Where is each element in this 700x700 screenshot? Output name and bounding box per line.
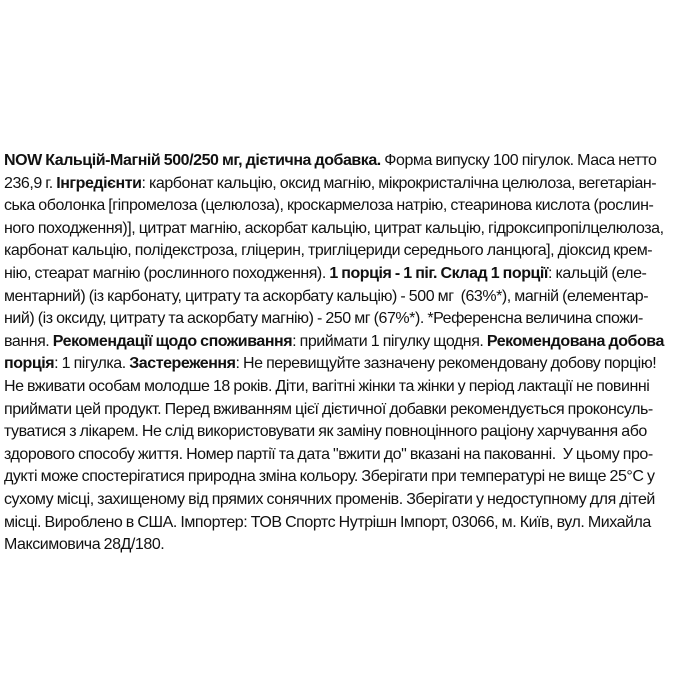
label-text-segment: : 1 пігулка.: [54, 355, 130, 373]
label-text-segment: : карбонат кальцію, оксид магнію, мікрокристалічна целюлоза, вегетаріан-: [141, 174, 657, 192]
label-text-segment: Форма випуску 100 пігулок. Маса нетто: [380, 152, 657, 169]
label-bold-text: Рекомендована добова: [486, 332, 664, 350]
label-text-segment: місці. Вироблено в США. Імпортер: ТОВ Спортс Нутрішн Імпорт, 03066, м. Київ, вул. Михайла: [4, 513, 651, 531]
label-line: [4, 489, 696, 512]
label-line: [4, 512, 696, 535]
label-line: [4, 150, 696, 173]
label-line: [4, 263, 696, 286]
label-line: [4, 399, 696, 422]
label-text-segment: карбонат кальцію, полідекстроза, гліцерин, тригліцериди середнього ланцюга], діоксид крем-: [4, 242, 653, 260]
label-text-segment: здорового способу життя. Номер партії та дата "вжити до" вказані на пакованні. У цьому про-: [4, 445, 653, 463]
label-line: [4, 331, 696, 354]
label-text-segment: вання.: [4, 332, 53, 350]
label-text-segment: ська оболонка [гіпромелоза (целюлоза), кроскармелоза натрію, стеаринова кислота (рослин-: [4, 197, 654, 215]
label-text-segment: нію, стеарат магнію (рослинного походження).: [4, 264, 330, 282]
label-bold-text: NOW Кальцій-Магній 500/250 мг, дієтична добавка.: [4, 152, 381, 169]
label-line: [4, 286, 696, 309]
label-line: [4, 240, 696, 263]
label-text-segment: : кальцій (еле-: [547, 264, 647, 282]
label-text-segment: ний) (із оксиду, цитрату та аскорбату магнію) - 250 мг (67%*). *Референсна величина спожи-: [4, 310, 643, 328]
label-line: [4, 195, 696, 218]
label-line: [4, 218, 696, 241]
label-bold-text: 1 порція - 1 піг. Склад 1 порції: [329, 264, 548, 282]
label-text-segment: : Не перевищуйте зазначену рекомендовану добову порцію!: [235, 355, 657, 373]
label-text-segment: 236,9 г.: [4, 174, 57, 192]
label-text-segment: приймати цей продукт. Перед вживанням цієї дієтичної добавки рекомендується проконсуль-: [4, 400, 653, 418]
label-text-segment: дукті може спостерігатися природна зміна кольору. Зберігати при температурі не вище 25°С у: [4, 468, 655, 486]
label-line: [4, 353, 696, 376]
label-text-segment: сухому місці, захищеному від прямих сонячних променів. Зберігати у недоступному для дітей: [4, 490, 655, 508]
label-text-segment: ного походження)], цитрат магнію, аскорбат кальцію, цитрат кальцію, гідроксипропілцелюлоза,: [4, 219, 664, 237]
label-line: [4, 534, 696, 557]
product-label-text: [4, 150, 696, 557]
label-text-segment: ментарний) (із карбонату, цитрату та аскорбату кальцію) - 500 мг (63%*), магній (елементар-: [4, 287, 649, 305]
label-text-segment: Максимовича 28Д/180.: [4, 536, 165, 554]
label-line: [4, 376, 696, 399]
label-line: [4, 466, 696, 489]
label-line: [4, 421, 696, 444]
label-bold-text: порція: [4, 355, 55, 373]
label-line: [4, 444, 696, 467]
label-line: [4, 173, 696, 196]
label-bold-text: Рекомендації щодо споживання: [52, 332, 293, 350]
label-bold-text: Інгредієнти: [56, 174, 142, 192]
label-text-segment: : приймати 1 пігулку щодня.: [292, 332, 487, 350]
label-text-segment: Не вживати особам молодше 18 років. Діти, вагітні жінки та жінки у період лактації не повинні: [4, 377, 650, 395]
label-line: [4, 308, 696, 331]
label-bold-text: Застереження: [129, 355, 236, 373]
label-text-segment: туватися з лікарем. Не слід використовувати як заміну повноцінного раціону харчування або: [4, 423, 647, 441]
